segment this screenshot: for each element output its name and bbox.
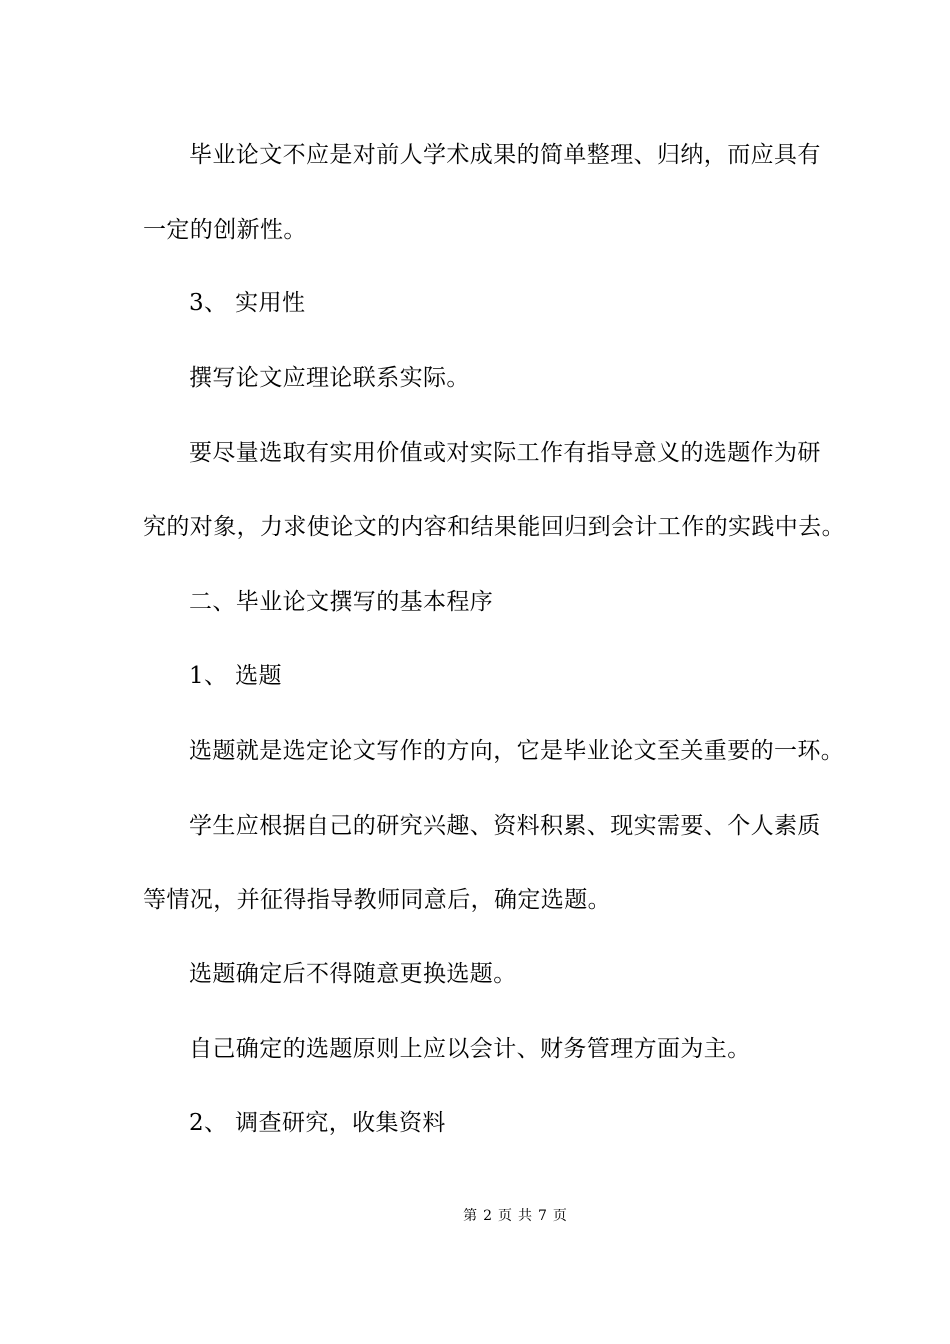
- paragraph-line: 撰写论文应理论联系实际。: [189, 365, 470, 391]
- paragraph-line: 自己确定的选题原则上应以会计、财务管理方面为主。: [189, 1036, 751, 1062]
- section-heading: 1、 选题: [189, 663, 282, 689]
- footer-current-page: 2: [483, 1208, 492, 1224]
- paragraph-line: 等情况，并征得指导教师同意后，确定选题。: [143, 887, 611, 913]
- paragraph-line: 学生应根据自己的研究兴趣、资料积累、现实需要、个人素质: [189, 813, 821, 839]
- page-footer: [0, 1206, 950, 1226]
- footer-label-page-unit: 页: [498, 1208, 512, 1224]
- paragraph-line: 选题确定后不得随意更换选题。: [189, 961, 517, 987]
- section-heading: 3、 实用性: [189, 290, 306, 316]
- section-heading: 二、毕业论文撰写的基本程序: [189, 589, 494, 615]
- footer-label-total-unit: 页: [552, 1208, 567, 1224]
- section-heading: 2、 调查研究，收集资料: [189, 1110, 446, 1136]
- paragraph-line: 选题就是选定论文写作的方向，它是毕业论文至关重要的一环。: [189, 738, 845, 764]
- paragraph-line: 要尽量选取有实用价值或对实际工作有指导意义的选题作为研: [189, 440, 821, 466]
- footer-label-page: 第: [463, 1208, 478, 1224]
- footer-total-pages: 7: [538, 1208, 547, 1224]
- footer-label-total: 共: [518, 1208, 532, 1224]
- paragraph-line: 一定的创新性。: [143, 217, 307, 243]
- paragraph-line: 毕业论文不应是对前人学术成果的简单整理、归纳，而应具有: [189, 142, 821, 168]
- paragraph-line: 究的对象，力求使论文的内容和结果能回归到会计工作的实践中去。: [143, 514, 845, 540]
